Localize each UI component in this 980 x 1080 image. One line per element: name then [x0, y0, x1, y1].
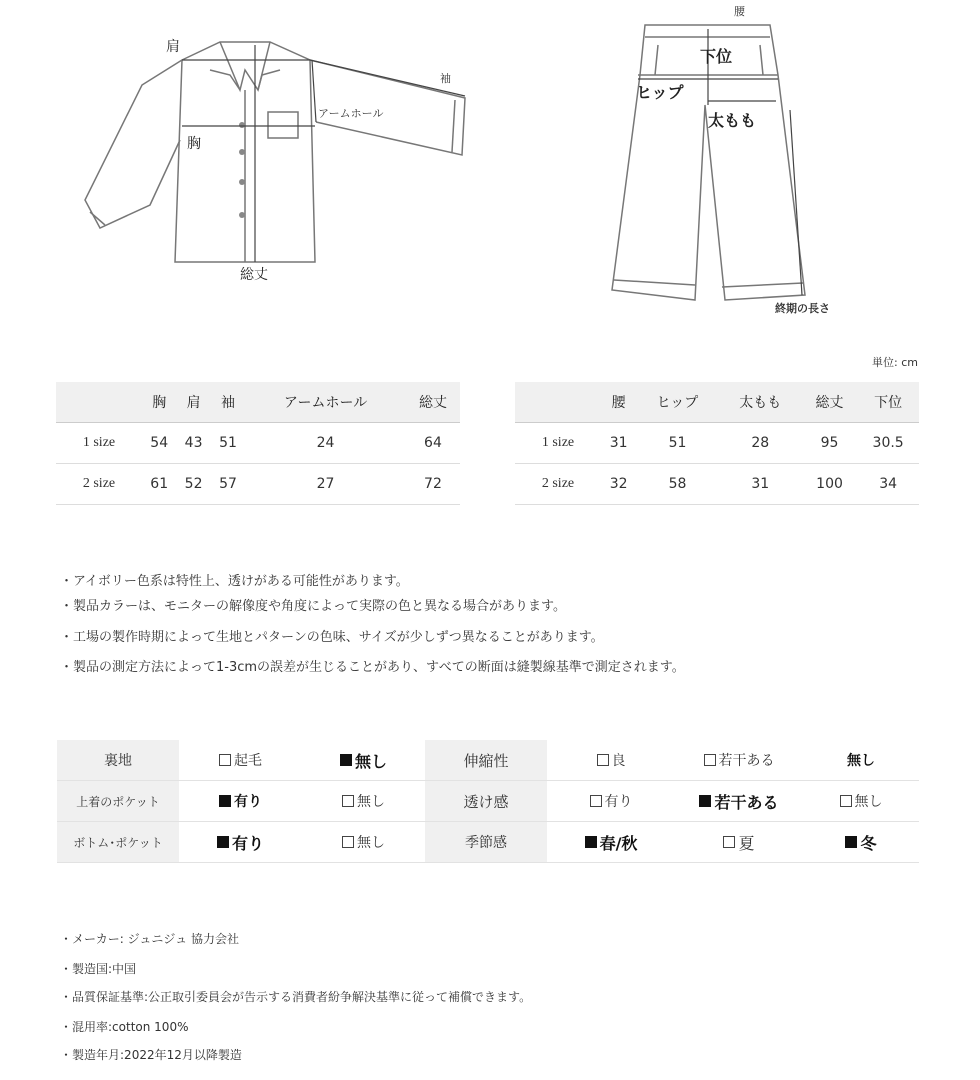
- header-cell: アームホール: [245, 382, 406, 423]
- header-blank: [56, 382, 142, 423]
- table-cell: 51: [636, 423, 718, 464]
- info-item: ・メーカー: ジュニジュ 協力会社: [60, 932, 239, 946]
- checkbox-empty-icon: [840, 795, 852, 807]
- table-row: [515, 464, 919, 505]
- label-chest: 胸: [187, 136, 201, 152]
- feature-label: 伸縮性: [425, 740, 547, 781]
- header-cell: ヒップ: [636, 382, 718, 423]
- checkbox-empty-icon: [219, 754, 231, 766]
- table-row: [515, 423, 919, 464]
- checkbox-empty-icon: [342, 795, 354, 807]
- feature-option: 良: [547, 740, 675, 781]
- table-cell: 31: [601, 423, 636, 464]
- header-cell: 肩: [176, 382, 210, 423]
- feature-option: 有り: [179, 781, 302, 822]
- checkbox-filled-icon: [217, 836, 229, 848]
- note-item: ・製品カラーは、モニターの解像度や角度によって実際の色と異なる場合があります。: [60, 599, 566, 614]
- feature-option: 起毛: [179, 740, 302, 781]
- checkbox-filled-icon: [699, 795, 711, 807]
- info-item: ・製造年月:2022年12月以降製造: [60, 1048, 242, 1062]
- feature-option: 無し: [302, 822, 425, 863]
- header-cell: 胸: [142, 382, 176, 423]
- label-length: 総丈: [240, 267, 268, 283]
- label-hip: ヒップ: [636, 83, 684, 102]
- header-cell: 腰: [601, 382, 636, 423]
- feature-option: 冬: [803, 822, 919, 863]
- feature-label: ボトム･ポケット: [57, 822, 179, 863]
- feature-label: 季節感: [425, 822, 547, 863]
- table-cell: 100: [802, 464, 857, 505]
- label-sleeve: 袖: [440, 72, 451, 85]
- feature-label: 透け感: [425, 781, 547, 822]
- table-cell: 28: [719, 423, 802, 464]
- checkbox-filled-icon: [845, 836, 857, 848]
- table-cell: 31: [719, 464, 802, 505]
- table-cell: 52: [176, 464, 210, 505]
- table-header-row: [515, 382, 919, 423]
- header-cell: 総丈: [406, 382, 460, 423]
- info-item: ・製造国:中国: [60, 962, 137, 976]
- note-item: ・製品の測定方法によって1-3cmの誤差が生じることがあり、すべての断面は縫製線基準で測定されます。: [60, 660, 685, 675]
- checkbox-filled-icon: [340, 754, 352, 766]
- size-label: 1 size: [515, 423, 601, 464]
- checkbox-filled-icon: [219, 795, 231, 807]
- size-label: 2 size: [56, 464, 142, 505]
- feature-option: 若干ある: [675, 781, 803, 822]
- header-blank: [515, 382, 601, 423]
- table-row: [57, 781, 919, 822]
- checkbox-empty-icon: [342, 836, 354, 848]
- top-size-table: [56, 382, 460, 505]
- table-row: [57, 740, 919, 781]
- label-waist: 腰: [734, 5, 745, 18]
- checkbox-filled-icon: [585, 836, 597, 848]
- table-cell: 34: [857, 464, 919, 505]
- note-item: ・アイボリー色系は特性上、透けがある可能性があります。: [60, 574, 409, 589]
- note-item: ・工場の製作時期によって生地とパターンの色味、サイズが少しずつ異なることがあります。: [60, 630, 604, 645]
- table-cell: 30.5: [857, 423, 919, 464]
- table-row: [56, 464, 460, 505]
- table-cell: 27: [245, 464, 406, 505]
- table-cell: 58: [636, 464, 718, 505]
- header-cell: 下位: [857, 382, 919, 423]
- feature-option: 若干ある: [675, 740, 803, 781]
- feature-option: 無し: [302, 781, 425, 822]
- header-cell: 総丈: [802, 382, 857, 423]
- table-row: [57, 822, 919, 863]
- checkbox-empty-icon: [704, 754, 716, 766]
- feature-option: 無し: [803, 740, 919, 781]
- table-cell: 57: [211, 464, 245, 505]
- bottom-size-table: [515, 382, 919, 505]
- checkbox-empty-icon: [597, 754, 609, 766]
- info-item: ・混用率:cotton 100%: [60, 1020, 189, 1034]
- table-cell: 61: [142, 464, 176, 505]
- feature-option: 有り: [179, 822, 302, 863]
- shirt-diagram: [70, 30, 490, 290]
- size-label: 2 size: [515, 464, 601, 505]
- feature-option: 有り: [547, 781, 675, 822]
- table-cell: 54: [142, 423, 176, 464]
- checkbox-empty-icon: [590, 795, 602, 807]
- feature-option: 無し: [302, 740, 425, 781]
- checkbox-empty-icon: [723, 836, 735, 848]
- header-cell: 太もも: [719, 382, 802, 423]
- feature-option: 夏: [675, 822, 803, 863]
- table-row: [56, 423, 460, 464]
- feature-option: 春/秋: [547, 822, 675, 863]
- feature-table: [57, 740, 919, 863]
- table-cell: 43: [176, 423, 210, 464]
- unit-label: 単位: cm: [872, 356, 918, 369]
- table-cell: 24: [245, 423, 406, 464]
- info-item: ・品質保証基準:公正取引委員会が告示する消費者紛争解決基準に従って補償できます。: [60, 990, 532, 1004]
- table-header-row: [56, 382, 460, 423]
- label-inseam: 終期の長さ: [775, 302, 830, 315]
- label-thigh: 太もも: [708, 111, 757, 130]
- table-cell: 51: [211, 423, 245, 464]
- table-cell: 72: [406, 464, 460, 505]
- label-rise: 下位: [700, 47, 733, 66]
- label-shoulder: 肩: [166, 39, 180, 55]
- size-label: 1 size: [56, 423, 142, 464]
- table-cell: 95: [802, 423, 857, 464]
- table-cell: 64: [406, 423, 460, 464]
- table-cell: 32: [601, 464, 636, 505]
- feature-label: 裏地: [57, 740, 179, 781]
- feature-label: 上着のポケット: [57, 781, 179, 822]
- feature-option: 無し: [803, 781, 919, 822]
- header-cell: 袖: [211, 382, 245, 423]
- label-armhole: アームホール: [318, 107, 384, 120]
